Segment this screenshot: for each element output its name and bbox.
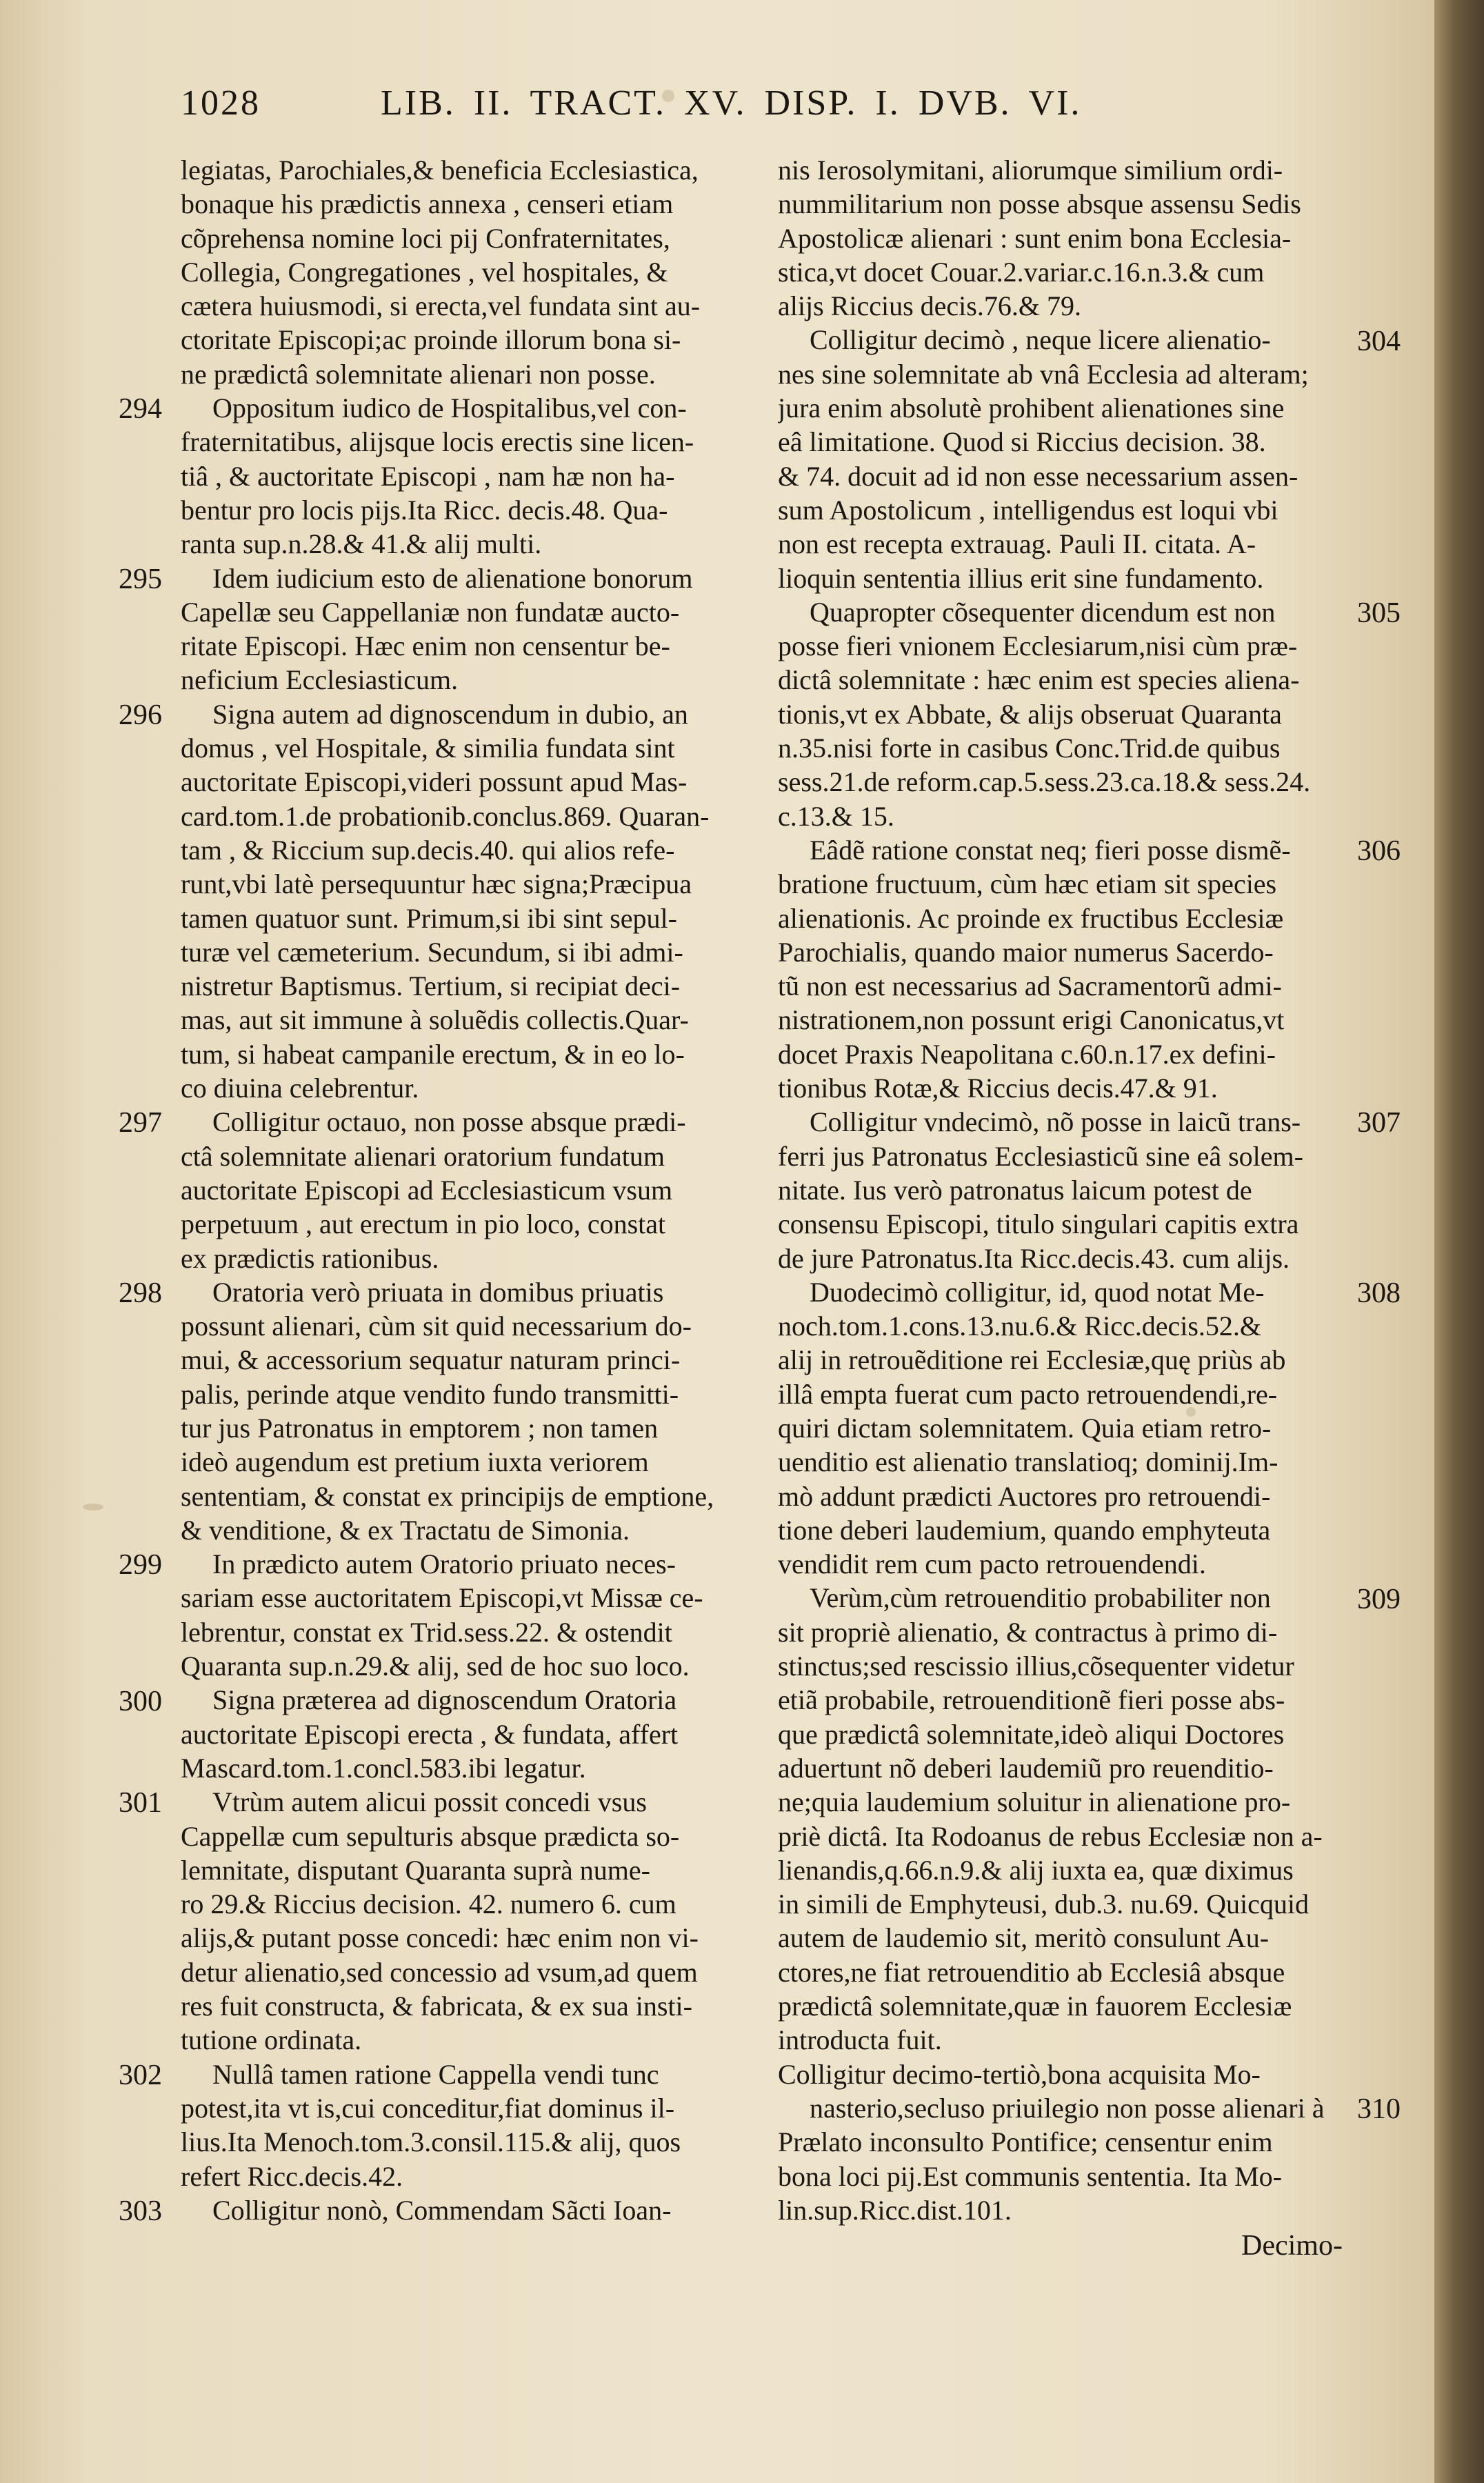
text-line: ro 29.& Riccius decision. 42. numero 6. cum [181, 1888, 676, 1920]
text-line: autem de laudemio sit, meritò consulunt Au- [778, 1922, 1270, 1954]
text-line: sariam esse auctoritatem Episcopi,vt Missæ ce- [181, 1582, 703, 1614]
text-line: eâ limitatione. Quod si Riccius decision. 38. [778, 426, 1266, 458]
text-line: non est recepta extrauag. Pauli II. citata. A- [778, 528, 1256, 560]
right-column [778, 153, 1330, 2227]
text-line: docet Praxis Neapolitana c.60.n.17.ex defini- [778, 1038, 1276, 1070]
text-line: Quaranta sup.n.29.& alij, sed de hoc suo loco. [181, 1651, 690, 1682]
text-line: Parochialis, quando maior numerus Sacerdo- [778, 936, 1274, 968]
text-line: Colligitur nonò, Commendam Sãcti Ioan- [212, 2194, 672, 2226]
text-line: Idem iudicium esto de alienatione bonorum [212, 562, 693, 594]
text-line: sess.21.de reform.cap.5.sess.23.ca.18.& sess.24. [778, 766, 1311, 798]
text-line: Colligitur octauo, non posse absque prædi- [212, 1106, 686, 1138]
text-line: lemnitate, disputant Quaranta suprà nume- [181, 1854, 650, 1886]
text-line: bonaque his prædictis annexa , censeri etiam [181, 188, 674, 220]
text-line: ctâ solemnitate alienari oratorium fundatum [181, 1140, 665, 1172]
text-line: Oratoria verò priuata in domibus priuatis [212, 1276, 664, 1308]
text-line: ne;quia laudemium soluitur in alienatione pro- [778, 1786, 1291, 1818]
text-line: alijs Riccius decis.76.& 79. [778, 290, 1081, 322]
text-line: tam , & Riccium sup.decis.40. qui alios refe- [181, 834, 675, 866]
text-line: ferri jus Patronatus Ecclesiasticũ sine eâ solem- [778, 1140, 1303, 1172]
text-line: Apostolicæ alienari : sunt enim bona Ecclesia- [778, 222, 1292, 254]
text-line: ex prædictis rationibus. [181, 1242, 439, 1274]
text-line: legiatas, Parochiales,& beneficia Ecclesiastica, [181, 154, 699, 186]
text-line: bona loci pij.Est communis sententia. Ita Mo- [778, 2160, 1282, 2192]
text-line: stica,vt docet Couar.2.variar.c.16.n.3.& cum [778, 256, 1265, 288]
paragraph-number: 308 [1357, 1277, 1401, 1309]
text-line: mò addunt prædicti Auctores pro retrouendi- [778, 1480, 1271, 1512]
text-line: quiri dictam solemnitatem. Quia etiam retro- [778, 1412, 1272, 1444]
text-line: fraternitatibus, alijsque locis erectis sine licen- [181, 426, 694, 458]
text-line: nasterio,secluso priuilegio non posse alienari à [810, 2092, 1325, 2124]
text-line: In prædicto autem Oratorio priuato neces- [212, 1548, 676, 1580]
text-line: tur jus Patronatus in emptorem ; non tamen [181, 1412, 659, 1444]
paragraph-number: 303 [119, 2195, 162, 2227]
paper-stain [83, 1504, 103, 1510]
page-number: 1028 [181, 83, 261, 123]
text-line: n.35.nisi forte in casibus Conc.Trid.de quibus [778, 732, 1281, 764]
text-line: res fuit constructa, & fabricata, & ex sua insti- [181, 1991, 692, 2022]
text-line: neficium Ecclesiasticum. [181, 664, 459, 696]
text-line: & 74. docuit ad id non esse necessarium assen- [778, 460, 1298, 492]
text-line: ne prædictâ solemnitate alienari non posse. [181, 358, 656, 390]
text-line: que prædictâ solemnitate,ideò aliqui Doctores [778, 1718, 1285, 1750]
text-line: Nullâ tamen ratione Cappella vendi tunc [212, 2058, 659, 2090]
text-line: Quapropter cõsequenter dicendum est non [810, 596, 1276, 628]
text-line: alienationis. Ac proinde ex fructibus Ecclesiæ [778, 902, 1284, 934]
text-line: tiâ , & auctoritate Episcopi , nam hæ non ha- [181, 460, 675, 492]
paragraph-number: 306 [1357, 835, 1401, 867]
text-line: auctoritate Episcopi,videri possunt apud Mas- [181, 766, 688, 798]
text-line: jura enim absolutè prohibent alienationes sine [778, 392, 1285, 424]
paragraph-number: 304 [1357, 325, 1401, 357]
text-line: nummilitarium non posse absque assensu Sedis [778, 188, 1301, 220]
text-line: posse fieri vnionem Ecclesiarum,nisi cùm præ- [778, 630, 1298, 662]
text-line: alijs,& putant posse concedi: hæc enim non vi- [181, 1922, 699, 1954]
running-header [181, 83, 1353, 152]
text-line: etiã probabile, retrouenditionẽ fieri posse abs- [778, 1684, 1285, 1716]
text-line: sum Apostolicum , intelligendus est loqui vbi [778, 494, 1279, 526]
text-line: Mascard.tom.1.concl.583.ibi legatur. [181, 1752, 586, 1784]
paragraph-number: 300 [119, 1685, 162, 1717]
text-line: runt,vbi latè persequuntur hæc signa;Præcipua [181, 868, 692, 900]
text-line: mas, aut sit immune à soluẽdis collectis.Quar- [181, 1004, 689, 1036]
paragraph-number: 299 [119, 1549, 162, 1582]
text-line: stinctus;sed rescissio illius,cõsequenter videtur [778, 1651, 1294, 1682]
text-line: Oppositum iudico de Hospitalibus,vel con- [212, 392, 687, 424]
text-line: tutione ordinata. [181, 2024, 362, 2056]
text-line: co diuina celebrentur. [181, 1073, 419, 1104]
text-line: tione deberi laudemium, quando emphyteuta [778, 1514, 1271, 1546]
text-line: card.tom.1.de probationib.conclus.869. Quaran- [181, 800, 710, 832]
text-line: bentur pro locis pijs.Ita Ricc. decis.48. Qua- [181, 494, 668, 526]
catchword: Decimo- [1241, 2230, 1343, 2262]
text-line: Signa autem ad dignoscendum in dubio, an [212, 698, 688, 730]
text-line: bratione fructuum, cùm hæc etiam sit species [778, 868, 1277, 900]
text-line: potest,ita vt is,cui conceditur,fiat dominus il- [181, 2092, 675, 2124]
text-line: sit propriè alienatio, & contractus à primo di- [778, 1616, 1278, 1648]
paragraph-number: 297 [119, 1107, 162, 1139]
text-line: tamen quatuor sunt. Primum,si ibi sint sepul- [181, 902, 677, 934]
text-line: ritate Episcopi. Hæc enim non censentur be- [181, 630, 670, 662]
text-line: nis Ierosolymitani, aliorumque similium ordi- [778, 154, 1283, 186]
text-line: auctoritate Episcopi erecta , & fundata, affert [181, 1718, 679, 1750]
paragraph-number: 309 [1357, 1583, 1401, 1615]
paragraph-number: 294 [119, 393, 162, 426]
paragraph-number: 310 [1357, 2093, 1401, 2126]
text-line: lin.sup.Ricc.dist.101. [778, 2194, 1012, 2226]
text-line: possunt alienari, cùm sit quid necessarium do- [181, 1310, 692, 1342]
paragraph-number: 296 [119, 699, 162, 731]
text-line: ideò augendum est pretium iuxta veriorem [181, 1446, 649, 1478]
paragraph-number: 298 [119, 1277, 162, 1309]
text-line: in simili de Emphyteusi, dub.3. nu.69. Quicquid [778, 1888, 1309, 1920]
text-line: illâ empta fuerat cum pacto retrouendendi,re- [778, 1378, 1278, 1410]
text-line: nes sine solemnitate ab vnâ Ecclesia ad alteram; [778, 358, 1309, 390]
text-line: palis, perinde atque vendito fundo transmitti- [181, 1378, 679, 1410]
paragraph-number: 307 [1357, 1107, 1401, 1139]
text-line: domus , vel Hospitale, & similia fundata sint [181, 732, 675, 764]
text-line: Collegia, Congregationes , vel hospitales, & [181, 256, 668, 288]
text-line: Signa præterea ad dignoscendum Oratoria [212, 1684, 677, 1716]
text-line: nitate. Ius verò patronatus laicum potest de [778, 1174, 1252, 1206]
text-line: ranta sup.n.28.& 41.& alij multi. [181, 528, 542, 560]
text-line: sententiam, & constat ex principijs de emptione, [181, 1480, 714, 1512]
text-line: aduertunt nõ deberi laudemiũ pro reuenditio- [778, 1752, 1274, 1784]
text-line: mui, & accessorium sequatur naturam princi- [181, 1344, 681, 1376]
text-line: Verùm,cùm retrouenditio probabiliter non [810, 1582, 1271, 1614]
text-line: lius.Ita Menoch.tom.3.consil.115.& alij, quos [181, 2126, 681, 2158]
text-line: Colligitur decimo-tertiò,bona acquisita Mo- [778, 2058, 1261, 2090]
text-line: dictâ solemnitate : hæc enim est species aliena- [778, 664, 1300, 696]
text-line: introducta fuit. [778, 2024, 942, 2056]
text-line: Duodecimò colligitur, id, quod notat Me- [810, 1276, 1265, 1308]
text-line: priè dictâ. Ita Rodoanus de rebus Ecclesiæ non a- [778, 1820, 1323, 1852]
text-line: perpetuum , aut erectum in pio loco, constat [181, 1208, 666, 1240]
paragraph-number: 301 [119, 1787, 162, 1819]
text-line: noch.tom.1.cons.13.nu.6.& Ricc.decis.52.& [778, 1310, 1262, 1342]
text-line: Colligitur decimò , neque licere alienatio- [810, 324, 1271, 356]
text-line: tionibus Rotæ,& Riccius decis.47.& 91. [778, 1073, 1218, 1104]
text-line: consensu Episcopi, titulo singulari capitis extra [778, 1208, 1299, 1240]
text-line: ctores,ne fiat retrouenditio ab Ecclesiâ absque [778, 1956, 1285, 1988]
text-line: cõprehensa nomine loci pij Confraternitates, [181, 222, 670, 254]
text-line: & venditione, & ex Tractatu de Simonia. [181, 1514, 630, 1546]
page-edge-shadow [1434, 0, 1484, 2483]
text-line: nistrationem,non possunt erigi Canonicatus,vt [778, 1004, 1285, 1036]
text-line: auctoritate Episcopi ad Ecclesiasticum vsum [181, 1174, 673, 1206]
paragraph-number: 302 [119, 2059, 162, 2091]
text-line: Vtrùm autem alicui possit concedi vsus [212, 1786, 647, 1818]
text-line: Eâdẽ ratione constat neq; fieri posse dismẽ- [810, 834, 1291, 866]
text-line: de jure Patronatus.Ita Ricc.decis.43. cum alijs. [778, 1242, 1290, 1274]
text-line: uenditio est alienatio translatioq; dominij.Im- [778, 1446, 1279, 1478]
paragraph-number: 295 [119, 563, 162, 595]
text-line: cætera huiusmodi, si erecta,vel fundata sint au- [181, 290, 701, 322]
paragraph-number: 305 [1357, 597, 1401, 629]
text-line: nistretur Baptismus. Tertium, si recipiat deci- [181, 970, 681, 1002]
text-line: tũ non est necessarius ad Sacramentorũ admi- [778, 970, 1282, 1002]
text-line: refert Ricc.decis.42. [181, 2160, 403, 2192]
text-line: alij in retrouẽditione rei Ecclesiæ,quę priùs ab [778, 1344, 1286, 1376]
text-line: Cappellæ cum sepulturis absque prædicta so- [181, 1820, 680, 1852]
text-line: detur alienatio,sed concessio ad vsum,ad quem [181, 1956, 698, 1988]
text-line: turæ vel cæmeterium. Secundum, si ibi admi- [181, 936, 683, 968]
text-line: ctoritate Episcopi;ac proinde illorum bona si- [181, 324, 681, 356]
text-line: c.13.& 15. [778, 800, 894, 832]
text-line: Prælato inconsulto Pontifice; censentur enim [778, 2126, 1273, 2158]
text-line: lioquin sententia illius erit sine fundamento. [778, 562, 1264, 594]
left-column [181, 153, 746, 2227]
text-line: tum, si habeat campanile erectum, & in eo lo- [181, 1038, 685, 1070]
text-line: lienandis,q.66.n.9.& alij iuxta ea, quæ diximus [778, 1854, 1294, 1886]
text-line: tionis,vt ex Abbate, & alijs obseruat Quaranta [778, 698, 1282, 730]
text-line: prædictâ solemnitate,quæ in fauorem Ecclesiæ [778, 1991, 1292, 2022]
text-line: Capellæ seu Cappellaniæ non fundatæ aucto- [181, 596, 680, 628]
text-line: lebrentur, constat ex Trid.sess.22. & ostendit [181, 1616, 672, 1648]
text-line: vendidit rem cum pacto retrouendendi. [778, 1548, 1206, 1580]
running-title: LIB. II. TRACT. XV. DISP. I. DVB. VI. [381, 83, 1082, 123]
text-line: Colligitur vndecimò, nõ posse in laicũ trans- [810, 1106, 1301, 1138]
